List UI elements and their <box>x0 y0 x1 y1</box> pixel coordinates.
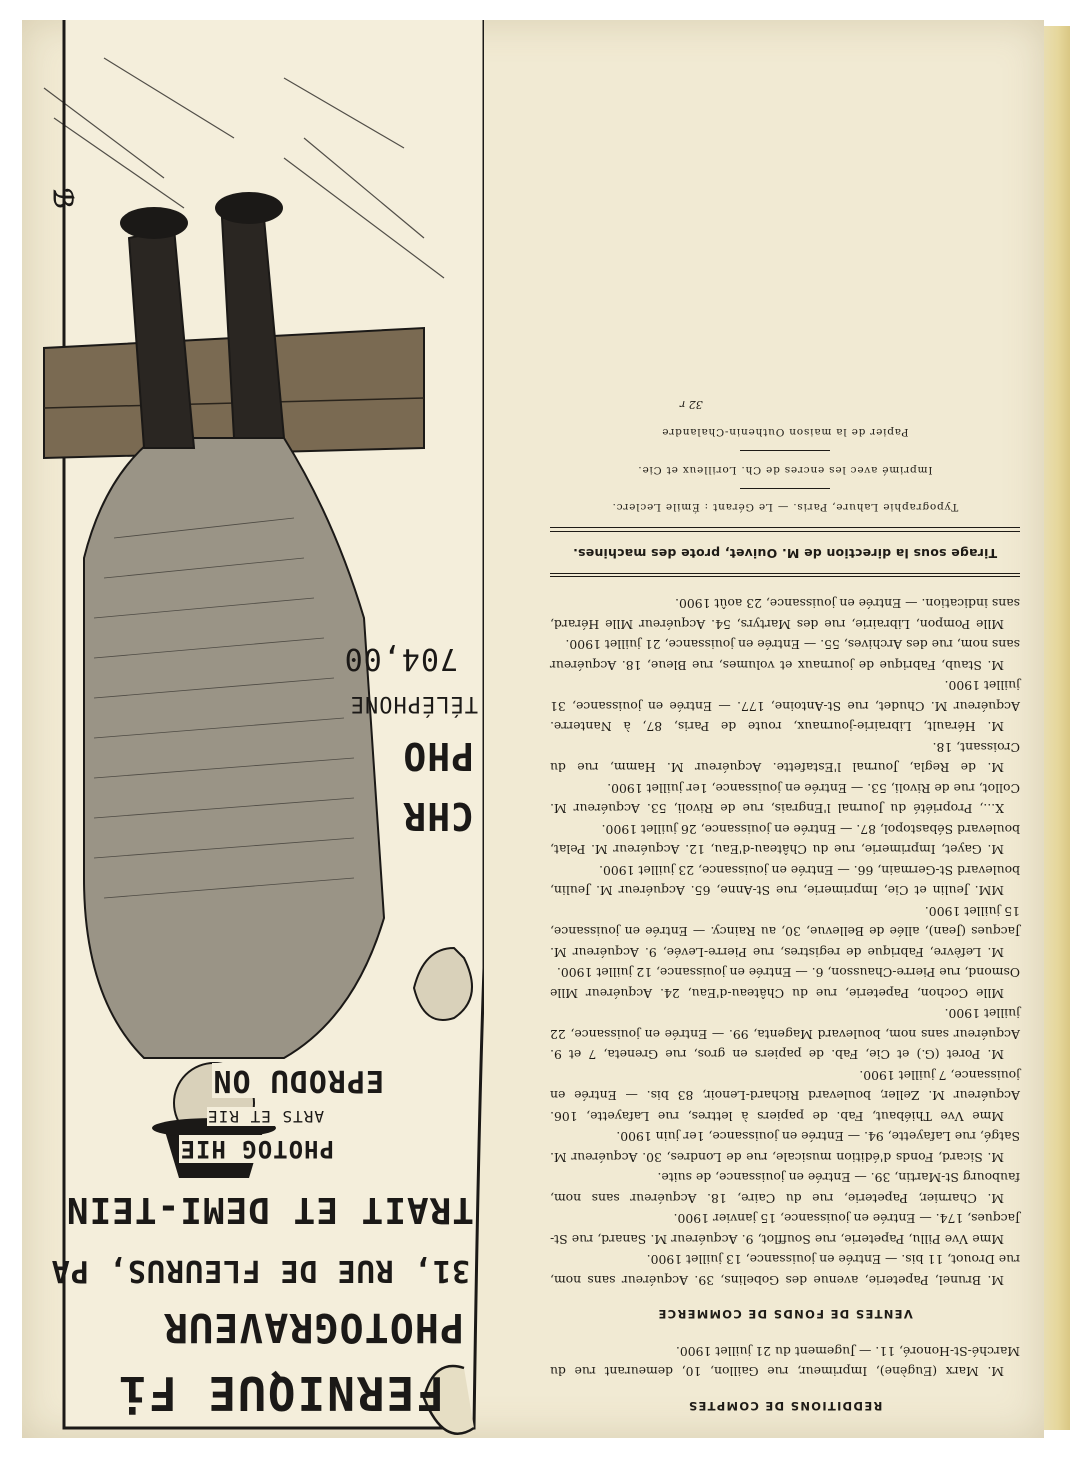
poster-line-fernique: FERNIQUE Fi <box>117 1366 444 1420</box>
entry: M. Brunel, Papeterie, avenue des Gobelins, 39. Acquéreur sans nom, rue Drouot, 11 bis. — Entrée en jouissance, 13 juillet 1900. <box>550 1252 1020 1288</box>
entry: Mlle Pompon, Librairie, rue des Martyrs, 54. Acquéreur Mlle Hérard, sans indication. — Entrée en jouissance, 23 août 1900. <box>550 596 1020 632</box>
divider <box>550 532 1020 533</box>
printed-page-upside-down <box>22 20 1044 1438</box>
svg-text:ℬ: ℬ <box>47 188 77 209</box>
entry: M. de Regla, Journal l'Estafette. Acquéreur M. Hamm, rue du Croissant, 18. <box>550 740 1020 776</box>
page-number: 32 r <box>680 398 703 411</box>
entry: M. Staub, Fabrique de journaux et volumes, rue Bleue, 18. Acquéreur sans nom, rue des Archives, 55. — Entrée en jouissance, 21 juillet 1900. <box>550 637 1020 673</box>
entry: M. Gayet, Imprimerie, rue du Château-d'Eau, 12. Acquéreur M. Pelat, boulevard Sébastopol, 87. — Entrée en jouissance, 26 juillet 1900. <box>550 822 1020 858</box>
entry: M. Hérault, Librairie-journaux, route de Paris, 87, à Nanterre. Acquéreur M. Chudet, rue St-Antoine, 177. — Entrée en jouissance, 31 juillet 1900. <box>550 678 1020 735</box>
papier-line: Papier de la maison Outhenin-Chalandre <box>661 426 909 439</box>
entry: M. Charnier, Papeterie, rue du Caire, 18. Acquéreur sans nom, faubourg St-Martin, 39. — Entrée en jouissance, de suite. <box>550 1170 1020 1206</box>
poster-line-pho: PHO <box>402 734 474 778</box>
entry: M. Lefèvre, Fabrique de registres, rue Pierre-Levée, 9. Acquéreur M. Jacques (Jean), allée de Bellevue, 30, au Raincy. — Entrée en jouissance, 15 juillet 1900. <box>550 904 1020 960</box>
poster-line-photograveur: PHOTOGRAVEUR <box>163 1304 464 1350</box>
entry: M. Poret (G.) et Cie, Fab. de papiers en gros, rue Greneta, 7 et 9. Acquéreur sans nom, boulevard Magenta, 99. — Entrée en jouissance, 22 juillet 1900. <box>550 1006 1020 1063</box>
divider <box>740 451 830 452</box>
section-title-ventes: VENTES DE FONDS DE COMMERCE <box>657 1307 913 1322</box>
entry: Mme Vve Thiébaut, Fab. de papiers à lettres, rue Lafayette, 106. Acquéreur M. Zeller, boulevard Richard-Lenoir, 83 bis. — Entrée en jouissance, 7 juillet 1900. <box>550 1068 1020 1124</box>
entry: Mme Vve Pillu, Papeterie, rue Soufflot, 9. Acquéreur M. Sanard, rue St-Jacques, 174. — Entrée en jouissance, 15 janvier 1900. <box>550 1211 1020 1247</box>
entry: M. Marx (Eugène), Imprimeur, rue Gaillon, 10, demeurant rue du Marché-St-Honoré, 11. — Jugement du 21 juillet 1900. <box>550 1344 1020 1380</box>
redditions-list <box>550 1341 1020 1382</box>
poster-line-number: 704,00 <box>343 641 458 676</box>
announcements-column <box>550 394 1020 1417</box>
poster-line-chr: CHR <box>402 794 474 838</box>
page-edge <box>1040 26 1070 1430</box>
encres-line: Imprimé avec les encres de Ch. Lorilleux et Cie. <box>637 464 933 476</box>
tirage-line: Tirage sous la direction de M. Ouivet, prote des machines. <box>572 546 998 561</box>
poster-line-telephone: TÉLÉPHONE <box>349 691 478 716</box>
entry: MM. Jeulin et Cie, Imprimerie, rue St-Anne, 65. Acquéreur M. Jeulin, boulevard St-Germain, 66. — Entrée en jouissance, 23 juillet 1900. <box>550 863 1020 899</box>
divider <box>550 528 1020 529</box>
entry: X..., Propriété du Journal l'Engrais, rue de Rivoli, 53. Acquéreur M. Collot, rue de Rivoli, 53. — Entrée en jouissance, 1er juillet 1900. <box>550 781 1020 817</box>
ventes-list <box>550 593 1020 1290</box>
typographie-line: Typographie Lahure, Paris. — Le Gérant : Émile Leclerc. <box>611 501 959 514</box>
divider <box>740 488 830 489</box>
entry: Mlle Cochon, Papeterie, rue du Château-d'Eau, 24. Acquéreur Mlle Osmond, rue Pierre-Chausson, 6. — Entrée en jouissance, 12 juillet 1900. <box>550 965 1020 1001</box>
poster-line-reproduction: EPRODU ON <box>212 1063 384 1098</box>
poster-line-trait: TRAIT ET DEMI-TEIN <box>65 1189 474 1230</box>
divider <box>550 576 1020 577</box>
advertisement-illustration <box>22 20 484 1438</box>
poster-line-arts: ARTS ET RIE <box>207 1107 324 1126</box>
entry: M. Sicard, Fonds d'édition musicale, rue de Londres, 30. Acquéreur M. Satgé, rue Lafayette, 94. — Entrée en jouissance, 1er juin 1900. <box>550 1129 1020 1165</box>
poster-line-photographie: PHOTOG HIE <box>179 1135 334 1163</box>
poster-line-address: 31, RUE DE FLEURUS, PA <box>50 1253 470 1288</box>
divider <box>550 573 1020 574</box>
section-title-redditions: REDDITIONS DE COMPTES <box>687 1399 883 1413</box>
